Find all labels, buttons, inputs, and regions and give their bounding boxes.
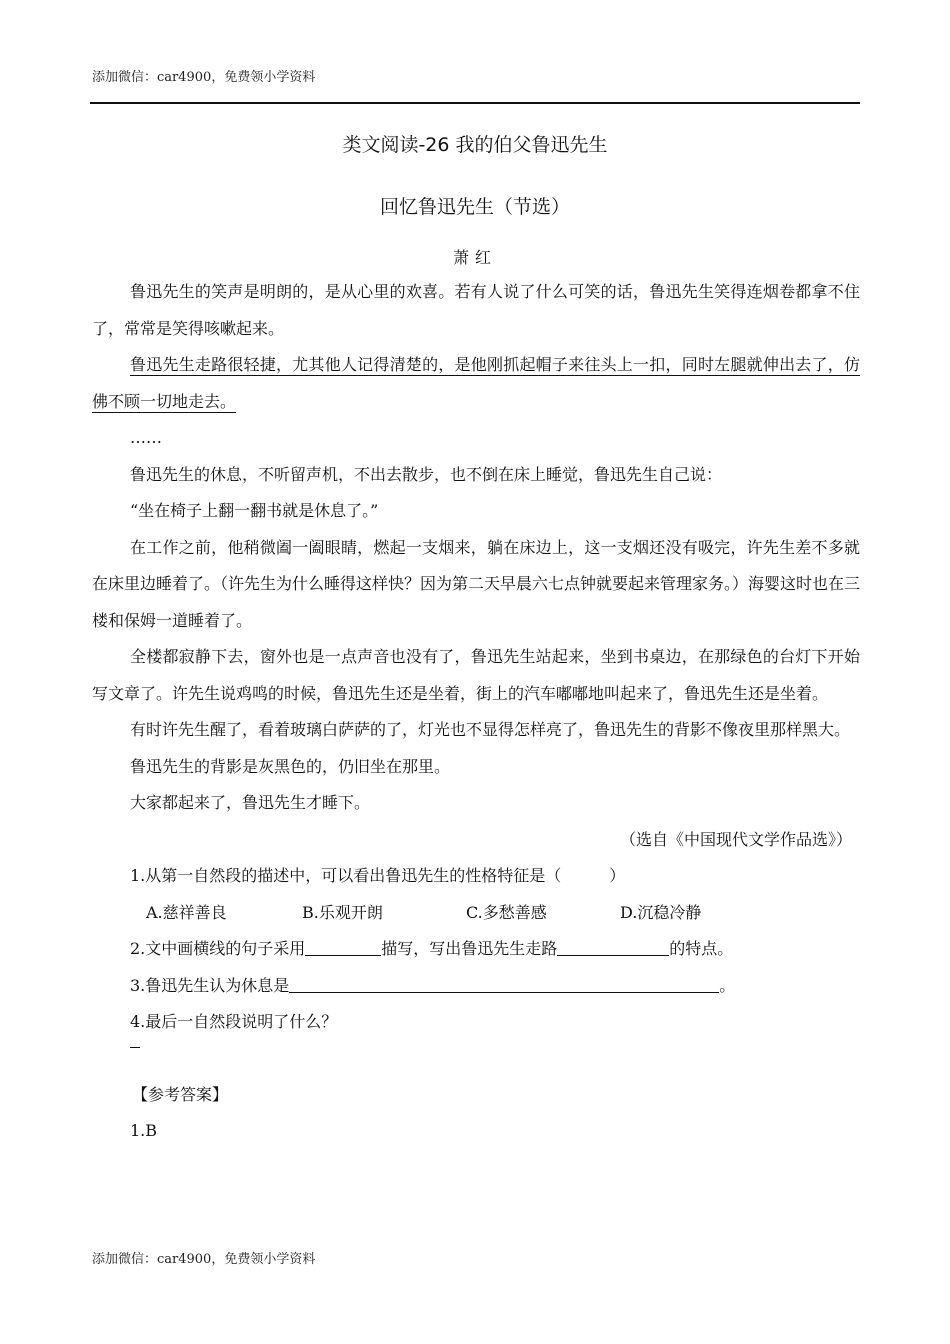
option-d: D.沉稳冷静 — [620, 902, 702, 922]
answer-heading: 【参考答案】 — [132, 1084, 229, 1104]
question-3-part-a: 3.鲁迅先生认为休息是 — [130, 975, 290, 995]
paragraph-4: “坐在椅子上翻一翻书就是休息了。” — [130, 501, 379, 520]
answer-blank-2 — [557, 937, 669, 956]
question-2-part-b: 描写，写出鲁迅先生走路 — [381, 939, 558, 958]
answer-blank-3 — [289, 974, 719, 993]
paragraph-2 — [92, 347, 860, 420]
underlined-sentence: 鲁迅先生走路很轻捷，尤其他人记得清楚的，是他刚抓起帽子来往头上一扣，同时左腿就伸出去了，仿佛不顾一切地走去。 — [92, 355, 860, 411]
paragraph-3: 鲁迅先生的休息，不听留声机，不出去散步，也不倒在床上睡觉，鲁迅先生自己说： — [130, 464, 723, 484]
answer-dash — [130, 1047, 140, 1048]
page-header: 添加微信：car4900，免费领小学资料 — [92, 70, 316, 85]
paragraph-6: 全楼都寂静下去，窗外也是一点声音也没有了，鲁迅先生站起来，坐到书桌边，在那绿色的台灯下开始写文章了。许先生说鸡鸣的时候，鲁迅先生还是坐着，街上的汽车嘟嘟地叫起来了，鲁迅先生还是坐着。 — [92, 647, 860, 703]
option-c: C.多愁善感 — [466, 902, 547, 922]
answer-line — [92, 1041, 860, 1077]
paragraph-8: 鲁迅先生的背影是灰黑色的，仍旧坐在那里。 — [130, 756, 451, 776]
article-author: 萧红 — [452, 248, 497, 267]
answer-1: 1.B — [130, 1121, 158, 1140]
header-divider — [90, 102, 860, 104]
question-3-part-b: 。 — [719, 975, 736, 995]
paragraph-9: 大家都起来了，鲁迅先生才睡下。 — [130, 793, 371, 812]
question-3 — [92, 968, 860, 1005]
article-body — [92, 274, 860, 1150]
ellipsis: …… — [130, 428, 162, 447]
paragraph-7: 有时许先生醒了，看着玻璃白萨萨的了，灯光也不显得怎样亮了，鲁迅先生的背影不像夜里那样黑大。 — [130, 720, 851, 739]
page-footer: 添加微信：car4900，免费领小学资料 — [92, 1252, 316, 1267]
question-2-part-a: 2.文中画横线的句子采用 — [130, 939, 306, 958]
paragraph-5: 在工作之前，他稍微阖一阖眼睛，燃起一支烟来，躺在床边上，这一支烟还没有吸完，许先生差不多就在床里边睡着了。（许先生为什么睡得这样快？因为第二天早晨六七点钟就要起来管理家务。）海婴这时也在三楼和保姆一道睡着了。 — [92, 537, 861, 630]
question-1: 1.从第一自然段的描述中，可以看出鲁迅先生的性格特征是（ ） — [130, 866, 626, 885]
question-1-options — [92, 895, 860, 932]
question-4: 4.最后一自然段说明了什么？ — [130, 1012, 338, 1031]
option-a: A.慈祥善良 — [146, 902, 227, 922]
question-2 — [92, 931, 860, 968]
answer-blank-1 — [305, 937, 381, 956]
option-b: B.乐观开朗 — [302, 902, 383, 922]
question-2-part-c: 的特点。 — [669, 939, 734, 958]
page-title: 类文阅读-26 我的伯父鲁迅先生 — [342, 134, 608, 156]
paragraph-1: 鲁迅先生的笑声是明朗的，是从心里的欢喜。若有人说了什么可笑的话，鲁迅先生笑得连烟卷都拿不住了，常常是笑得咳嗽起来。 — [92, 282, 860, 338]
source-citation: （选自《中国现代文学作品选》） — [619, 829, 852, 849]
article-title: 回忆鲁迅先生（节选） — [379, 196, 570, 218]
